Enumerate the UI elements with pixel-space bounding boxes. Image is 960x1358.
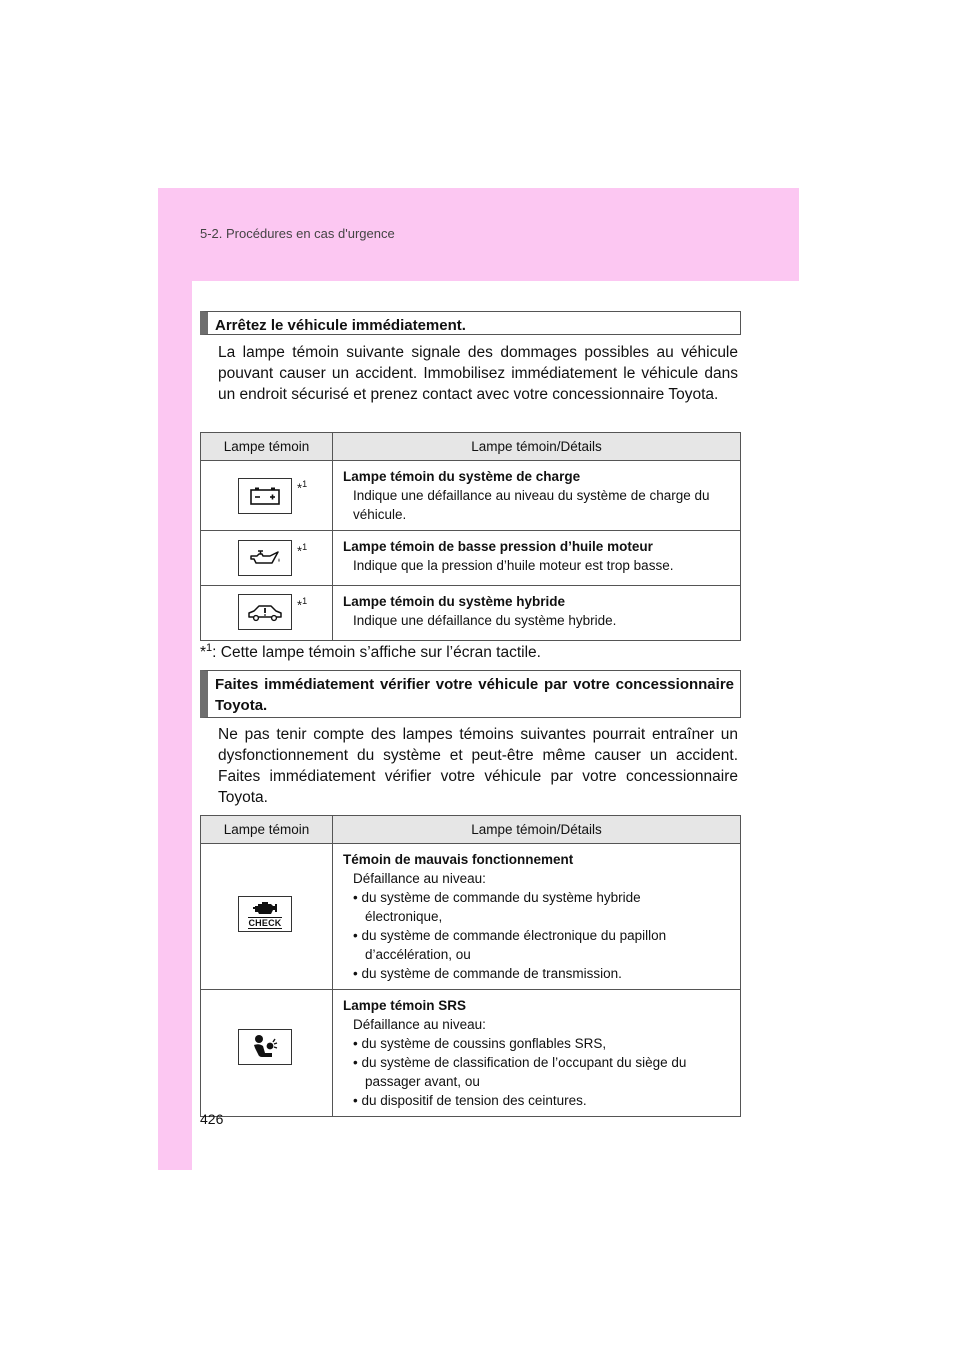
- check-engine-icon: [238, 896, 292, 932]
- warning-lamps-table-2: [200, 815, 741, 1117]
- lamp-title: Lampe témoin de basse pression d’huile moteur: [343, 539, 653, 554]
- lamp-description: Indique que la pression d’huile moteur est trop basse.: [353, 558, 674, 573]
- footnote-marker: *$^1$: [297, 479, 308, 496]
- footnote-marker: *$^1$: [297, 596, 308, 613]
- oil-can-icon: [238, 540, 292, 576]
- footnote-marker: *$^1$: [297, 542, 308, 559]
- section-title: 5-2. Procédures en cas d'urgence: [200, 226, 395, 241]
- side-tab-strip: [158, 188, 192, 1170]
- hybrid-car-warning-icon: [238, 594, 292, 630]
- paragraph-check-vehicle: Ne pas tenir compte des lampes témoins suivantes pourrait entraîner un dysfonctionnement du système et peut-être même causer un accident. Faites immédiatement vérifier votre véhicule par votre concessionnaire Toyota.: [218, 726, 738, 806]
- table-header-row: [201, 816, 741, 844]
- section-heading-stop-vehicle: Arrêtez le véhicule immédiatement.: [200, 311, 741, 335]
- table-row: Lampe témoin SRS Défaillance au niveau: • du système de coussins gonflables SRS, • du système de classification de l’occupant du siège du passager avant, ou • du dispositif de tension des ceintures.: [201, 990, 741, 1117]
- table-row: [201, 461, 741, 531]
- footnote: *$^1$: Cette lampe témoin s’affiche sur l’écran tactile.: [200, 642, 541, 662]
- lamp-title: Témoin de mauvais fonctionnement: [343, 852, 574, 867]
- lamp-description: Indique une défaillance du système hybride.: [353, 613, 617, 628]
- col-header-icon: Lampe témoin: [201, 816, 333, 844]
- lamp-title: Lampe témoin du système de charge: [343, 469, 581, 484]
- table-row: [201, 586, 741, 641]
- paragraph-stop-vehicle: La lampe témoin suivante signale des dommages possibles au véhicule pouvant causer un accident. Immobilisez immédiatement le véhicule dans un endroit sécurisé et prenez contact avec votre concessionnaire Toyota.: [218, 344, 738, 403]
- lamp-title: Lampe témoin du système hybride: [343, 594, 566, 609]
- lamp-description: Indique une défaillance au niveau du système de charge du véhicule.: [353, 488, 710, 522]
- table-row: CHECK Témoin de mauvais fonctionnement Défaillance au niveau: • du système de commande du système hybride électronique, • du système de commande électronique du papillon d’accélération, ou • du système de commande de transmission.: [201, 844, 741, 990]
- airbag-icon: [238, 1029, 292, 1065]
- battery-icon: [238, 478, 292, 514]
- lamp-title: Lampe témoin SRS: [343, 998, 467, 1013]
- col-header-details: Lampe témoin/Détails: [333, 433, 741, 461]
- check-label: CHECK: [248, 918, 282, 928]
- page-number: 426: [200, 1111, 224, 1127]
- col-header-details: Lampe témoin/Détails: [333, 816, 741, 844]
- table-row: [201, 531, 741, 586]
- section-heading-check-vehicle: Faites immédiatement vérifier votre véhicule par votre concessionnaire Toyota.: [200, 670, 741, 718]
- col-header-icon: Lampe témoin: [201, 433, 333, 461]
- warning-lamps-table-1: [200, 432, 741, 641]
- table-header-row: [201, 433, 741, 461]
